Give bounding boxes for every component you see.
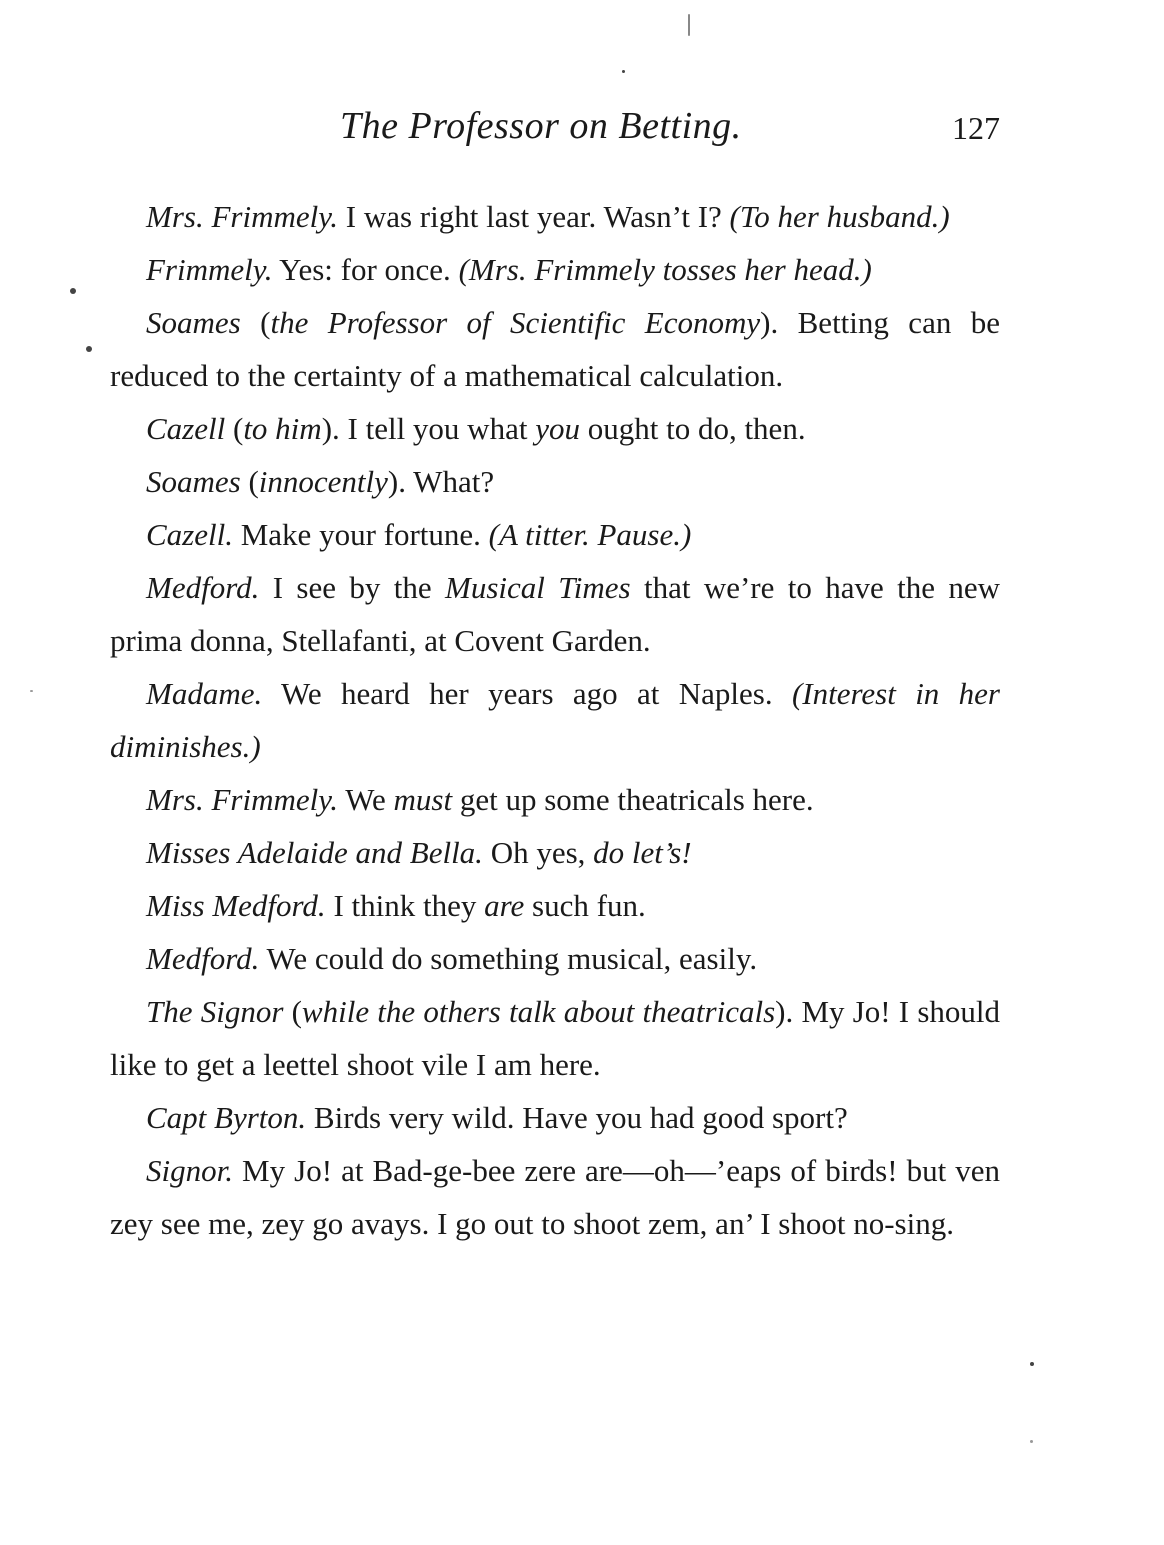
stage-direction: (Interest in her diminishes.) bbox=[110, 676, 1000, 764]
dialogue-text: such fun. bbox=[524, 888, 646, 923]
stage-direction: (A titter. Pause.) bbox=[488, 517, 692, 552]
stage-direction: the Professor of Scientific Economy bbox=[270, 305, 761, 340]
dialogue-text: ). I tell you what bbox=[321, 411, 536, 446]
speaker-name: Mrs. Frimmely. bbox=[146, 199, 339, 234]
dialogue-text: ( bbox=[225, 411, 244, 446]
speaker-name: Capt Byrton. bbox=[146, 1100, 307, 1135]
paragraph bbox=[110, 985, 1000, 1091]
dialogue-text: ( bbox=[240, 464, 259, 499]
dialogue-text: that we’re to have the new prima donna, Stellafanti, at Covent Garden. bbox=[110, 570, 1001, 658]
dialogue-text: Oh yes, bbox=[482, 835, 594, 870]
emphasis: do let’s! bbox=[593, 835, 692, 870]
emphasis: Musical Times bbox=[445, 570, 631, 605]
speaker-name: The Signor bbox=[146, 994, 284, 1029]
paragraph bbox=[110, 1144, 1000, 1250]
stage-direction: (Mrs. Frimmely tosses her head.) bbox=[458, 252, 872, 287]
emphasis: must bbox=[393, 782, 453, 817]
paragraph bbox=[110, 296, 1000, 402]
body-text bbox=[110, 190, 1000, 1250]
speaker-name: Cazell bbox=[146, 411, 226, 446]
dialogue-text: ( bbox=[240, 305, 271, 340]
paragraph bbox=[110, 879, 1000, 932]
speck bbox=[70, 288, 76, 294]
dialogue-text: ( bbox=[283, 994, 302, 1029]
dialogue-text: I was right last year. Wasn’t I? bbox=[338, 199, 730, 234]
stage-direction: (To her husband.) bbox=[729, 199, 950, 234]
emphasis: are bbox=[484, 888, 525, 923]
page-number: 127 bbox=[952, 110, 1000, 146]
dialogue-text: Birds very wild. Have you had good sport? bbox=[306, 1100, 848, 1135]
paragraph bbox=[110, 402, 1000, 455]
paragraph bbox=[110, 455, 1000, 508]
paragraph bbox=[110, 243, 1000, 296]
stage-direction: innocently bbox=[258, 464, 388, 499]
speck bbox=[622, 70, 625, 73]
paragraph bbox=[110, 508, 1000, 561]
speck bbox=[1030, 1440, 1033, 1443]
running-head bbox=[110, 104, 1000, 154]
dialogue-text: Yes: for once. bbox=[272, 252, 459, 287]
dialogue-text: We bbox=[338, 782, 394, 817]
speaker-name: Cazell. bbox=[146, 517, 233, 552]
speaker-name: Soames bbox=[146, 305, 241, 340]
dialogue-text: ). Betting can be reduced to the certainty of a mathematical calculation. bbox=[110, 305, 1000, 393]
dialogue-text: We could do something musical, easily. bbox=[259, 941, 758, 976]
paragraph bbox=[110, 932, 1000, 985]
dialogue-text: ought to do, then. bbox=[579, 411, 806, 446]
speaker-name: Mrs. Frimmely. bbox=[146, 782, 339, 817]
speaker-name: Medford. bbox=[146, 941, 260, 976]
speaker-name: Soames bbox=[146, 464, 241, 499]
stage-direction: while the others talk about theatricals bbox=[301, 994, 776, 1029]
speaker-name: Madame. bbox=[146, 676, 263, 711]
dialogue-text: I see by the bbox=[259, 570, 445, 605]
dialogue-text: ). What? bbox=[387, 464, 495, 499]
paragraph bbox=[110, 826, 1000, 879]
speck bbox=[1030, 1362, 1034, 1366]
dialogue-text: Make your fortune. bbox=[232, 517, 489, 552]
speaker-name: Frimmely. bbox=[146, 252, 273, 287]
paragraph bbox=[110, 773, 1000, 826]
speck bbox=[86, 346, 92, 352]
paragraph bbox=[110, 667, 1000, 773]
running-title: The Professor on Betting. bbox=[340, 105, 742, 147]
speck bbox=[30, 690, 33, 692]
speck bbox=[688, 14, 690, 36]
dialogue-text: I think they bbox=[325, 888, 485, 923]
speaker-name: Medford. bbox=[146, 570, 260, 605]
dialogue-text: We heard her years ago at Naples. bbox=[262, 676, 792, 711]
speaker-name: Misses Adelaide and Bella. bbox=[146, 835, 483, 870]
paragraph bbox=[110, 561, 1000, 667]
emphasis: you bbox=[535, 411, 580, 446]
dialogue-text: ). My Jo! I should like to get a leettel shoot vile I am here. bbox=[110, 994, 1001, 1082]
speaker-name: Miss Medford. bbox=[146, 888, 326, 923]
speaker-name: Signor. bbox=[146, 1153, 233, 1188]
paragraph bbox=[110, 190, 1000, 243]
dialogue-text: get up some theatricals here. bbox=[452, 782, 814, 817]
dialogue-text: My Jo! at Bad-ge-bee zere are—oh—’eaps of birds! but ven zey see me, zey go avays. I go out to shoot zem, an’ I shoot no-sing. bbox=[110, 1153, 1000, 1241]
stage-direction: to him bbox=[243, 411, 322, 446]
paragraph bbox=[110, 1091, 1000, 1144]
